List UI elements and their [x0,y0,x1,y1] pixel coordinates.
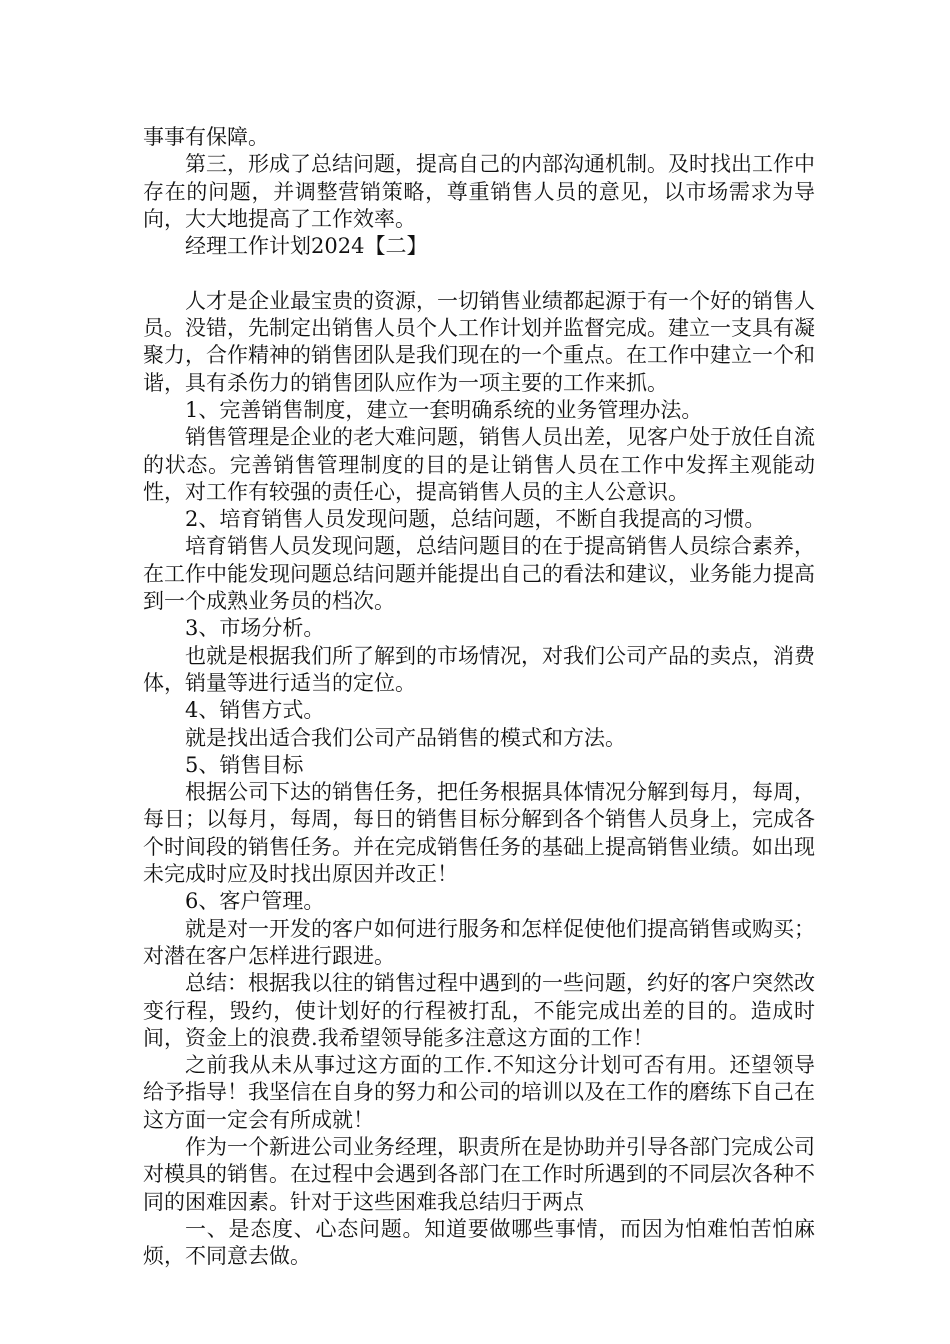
list-heading: 3、市场分析。 [185,616,325,641]
list-heading: 5、销售目标 [185,752,304,777]
list-heading: 2、培育销售人员发现问题，总结问题，不断自我提高的习惯。 [185,507,766,532]
paragraph: 事事有保障。 [143,125,269,149]
paragraph: 一、是态度、心态问题。知道要做哪些事情，而因为怕难怕苦怕麻烦，不同意去做。 [143,1216,815,1269]
section-heading: 经理工作计划2024【二】 [185,234,428,259]
blank-line [143,260,815,287]
paragraph: 根据公司下达的销售任务，把任务根据具体情况分解到每月，每周，每日；以每月，每周，每日的销售目标分解到各个销售人员身上，完成各个时间段的销售任务。并在完成销售任务的基础上提高销售业绩。如出现未完成时应及时找出原因并改正！ [143,780,815,887]
paragraph: 之前我从未从事过这方面的工作.不知这分计划可否有用。还望领导给予指导！我坚信在自身的努力和公司的培训以及在工作的磨练下自己在这方面一定会有所成就！ [143,1053,815,1132]
list-heading: 6、客户管理。 [185,889,325,914]
paragraph: 总结：根据我以往的销售过程中遇到的一些问题，约好的客户突然改变行程，毁约，使计划好的行程被打乱，不能完成出差的目的。造成时间，资金上的浪费.我希望领导能多注意这方面的工作！ [143,971,815,1050]
paragraph: 培育销售人员发现问题，总结问题目的在于提高销售人员综合素养，在工作中能发现问题总结问题并能提出自己的看法和建议，业务能力提高到一个成熟业务员的档次。 [143,534,815,614]
paragraph: 销售管理是企业的老大难问题，销售人员出差，见客户处于放任自流的状态。完善销售管理制度的目的是让销售人员在工作中发挥主观能动性，对工作有较强的责任心，提高销售人员的主人公意识。 [143,425,815,504]
paragraph: 也就是根据我们所了解到的市场情况，对我们公司产品的卖点，消费体，销量等进行适当的定位。 [143,643,815,695]
paragraph: 就是对一开发的客户如何进行服务和怎样促使他们提高销售或购买；对潜在客户怎样进行跟进。 [143,916,815,968]
paragraph: 人才是企业最宝贵的资源，一切销售业绩都起源于有一个好的销售人员。没错，先制定出销售人员个人工作计划并监督完成。建立一支具有凝聚力，合作精神的销售团队是我们现在的一个重点。在工作中建立一个和谐，具有杀伤力的销售团队应作为一项主要的工作来抓。 [143,288,815,395]
paragraph: 就是找出适合我们公司产品销售的模式和方法。 [185,725,626,750]
paragraph: 第三，形成了总结问题，提高自己的内部沟通机制。及时找出工作中存在的问题，并调整营销策略，尊重销售人员的意见，以市场需求为导向，大大地提高了工作效率。 [143,152,815,231]
list-heading: 4、销售方式。 [185,698,325,723]
document-body [143,124,815,1270]
list-heading: 1、完善销售制度，建立一套明确系统的业务管理办法。 [185,397,703,422]
paragraph: 作为一个新进公司业务经理，职责所在是协助并引导各部门完成公司对模具的销售。在过程中会遇到各部门在工作时所遇到的不同层次各种不同的困难因素。针对于这些困难我总结归于两点 [143,1134,815,1214]
